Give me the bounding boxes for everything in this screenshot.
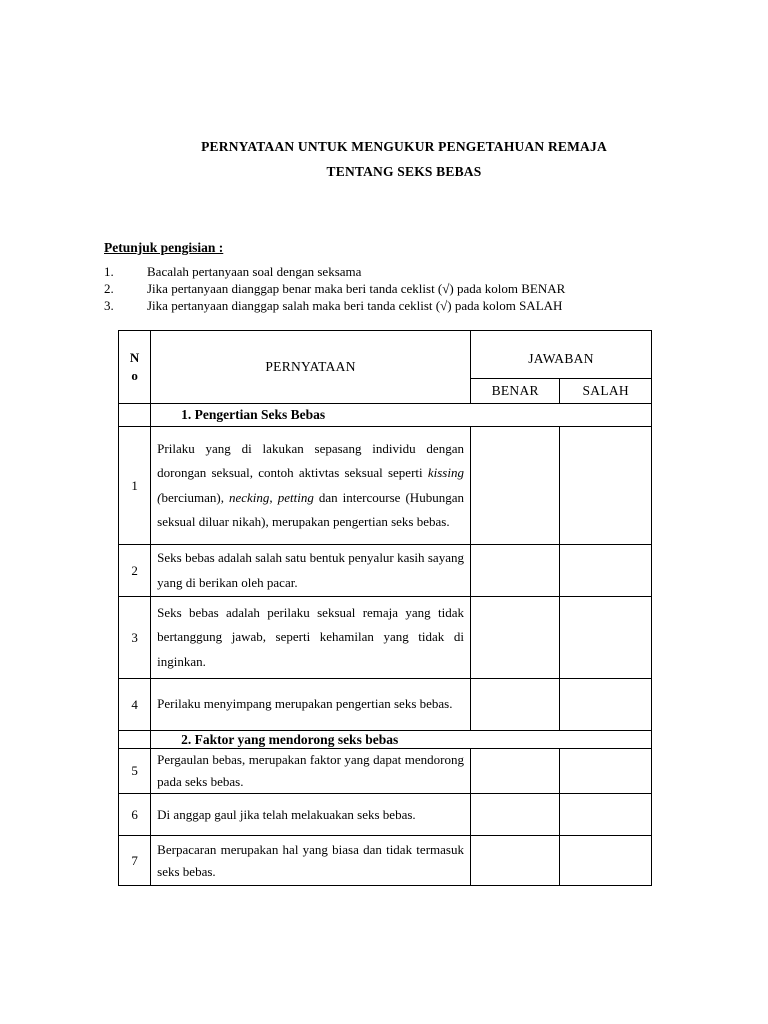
table-row bbox=[119, 545, 652, 597]
instruction-item bbox=[104, 298, 562, 314]
instruction-number: 1. bbox=[104, 264, 114, 279]
table-header-row bbox=[119, 331, 652, 379]
table-row bbox=[119, 749, 652, 794]
section-no-cell bbox=[119, 731, 151, 749]
table-row bbox=[119, 679, 652, 731]
table-row bbox=[119, 836, 652, 886]
statement-text: Di anggap gaul jika telah melakuakan seks bebas. bbox=[151, 794, 471, 836]
header-no-line1: N bbox=[129, 350, 140, 365]
salah-answer-cell[interactable] bbox=[560, 597, 652, 679]
instruction-item bbox=[104, 264, 361, 280]
instructions-heading: Petunjuk pengisian : bbox=[104, 240, 224, 255]
questionnaire-table bbox=[118, 330, 652, 886]
benar-answer-cell[interactable] bbox=[470, 597, 560, 679]
row-number: 2 bbox=[119, 545, 151, 597]
statement-text: Berpacaran merupakan hal yang biasa dan tidak termasuk seks bebas. bbox=[151, 836, 471, 886]
salah-answer-cell[interactable] bbox=[560, 794, 652, 836]
benar-answer-cell[interactable] bbox=[470, 749, 560, 794]
table-row bbox=[119, 597, 652, 679]
header-statement: PERNYATAAN bbox=[151, 331, 471, 404]
instruction-item bbox=[104, 281, 565, 297]
salah-answer-cell[interactable] bbox=[560, 545, 652, 597]
statement-text: Prilaku yang di lakukan sepasang individu dengan dorongan seksual, contoh aktivtas seksual seperti bbox=[157, 440, 464, 480]
table-row bbox=[119, 427, 652, 545]
header-benar: BENAR bbox=[470, 379, 560, 404]
instruction-text: Bacalah pertanyaan soal dengan seksama bbox=[147, 264, 362, 279]
row-number: 3 bbox=[119, 597, 151, 679]
table-row bbox=[119, 794, 652, 836]
section-no-cell bbox=[119, 404, 151, 427]
row-number: 7 bbox=[119, 836, 151, 886]
statement-italic: kissing ( bbox=[157, 465, 464, 505]
statement-text: Pergaulan bebas, merupakan faktor yang dapat mendorong pada seks bebas. bbox=[151, 749, 471, 794]
header-answer: JAWABAN bbox=[470, 331, 651, 379]
header-no-line2: o bbox=[131, 368, 138, 383]
statement-text: Perilaku menyimpang merupakan pengertian seks bebas. bbox=[151, 679, 471, 731]
header-no bbox=[119, 331, 151, 404]
row-number: 6 bbox=[119, 794, 151, 836]
instruction-text: Jika pertanyaan dianggap salah maka beri tanda ceklist (√) pada kolom SALAH bbox=[147, 298, 563, 313]
section-row bbox=[119, 731, 652, 749]
statement-text: Seks bebas adalah salah satu bentuk penyalur kasih sayang yang di berikan oleh pacar. bbox=[151, 545, 471, 597]
benar-answer-cell[interactable] bbox=[470, 545, 560, 597]
instruction-text: Jika pertanyaan dianggap benar maka beri tanda ceklist (√) pada kolom BENAR bbox=[147, 281, 566, 296]
section-title: 1. Pengertian Seks Bebas bbox=[151, 404, 652, 427]
salah-answer-cell[interactable] bbox=[560, 749, 652, 794]
statement-text: Seks bebas adalah perilaku seksual remaja yang tidak bertanggung jawab, seperti kehamilan yang tidak di inginkan. bbox=[151, 597, 471, 679]
benar-answer-cell[interactable] bbox=[470, 794, 560, 836]
row-number: 5 bbox=[119, 749, 151, 794]
document-title-line1: PERNYATAAN UNTUK MENGUKUR PENGETAHUAN REMAJA bbox=[201, 139, 607, 154]
benar-answer-cell[interactable] bbox=[470, 836, 560, 886]
salah-answer-cell[interactable] bbox=[560, 836, 652, 886]
row-number: 4 bbox=[119, 679, 151, 731]
statement-cell bbox=[151, 427, 471, 545]
statement-text: dan intercourse (Hubungan seksual diluar nikah), merupakan pengertian seks bebas. bbox=[157, 489, 464, 529]
benar-answer-cell[interactable] bbox=[470, 679, 560, 731]
salah-answer-cell[interactable] bbox=[560, 427, 652, 545]
statement-text: berciuman), bbox=[161, 489, 229, 505]
header-salah: SALAH bbox=[560, 379, 652, 404]
instruction-number: 3. bbox=[104, 298, 114, 313]
salah-answer-cell[interactable] bbox=[560, 679, 652, 731]
row-number: 1 bbox=[119, 427, 151, 545]
section-title: 2. Faktor yang mendorong seks bebas bbox=[151, 731, 652, 749]
benar-answer-cell[interactable] bbox=[470, 427, 560, 545]
section-row bbox=[119, 404, 652, 427]
document-title-line2: TENTANG SEKS BEBAS bbox=[326, 164, 482, 179]
instruction-number: 2. bbox=[104, 281, 114, 296]
statement-italic: necking, petting bbox=[229, 489, 314, 505]
